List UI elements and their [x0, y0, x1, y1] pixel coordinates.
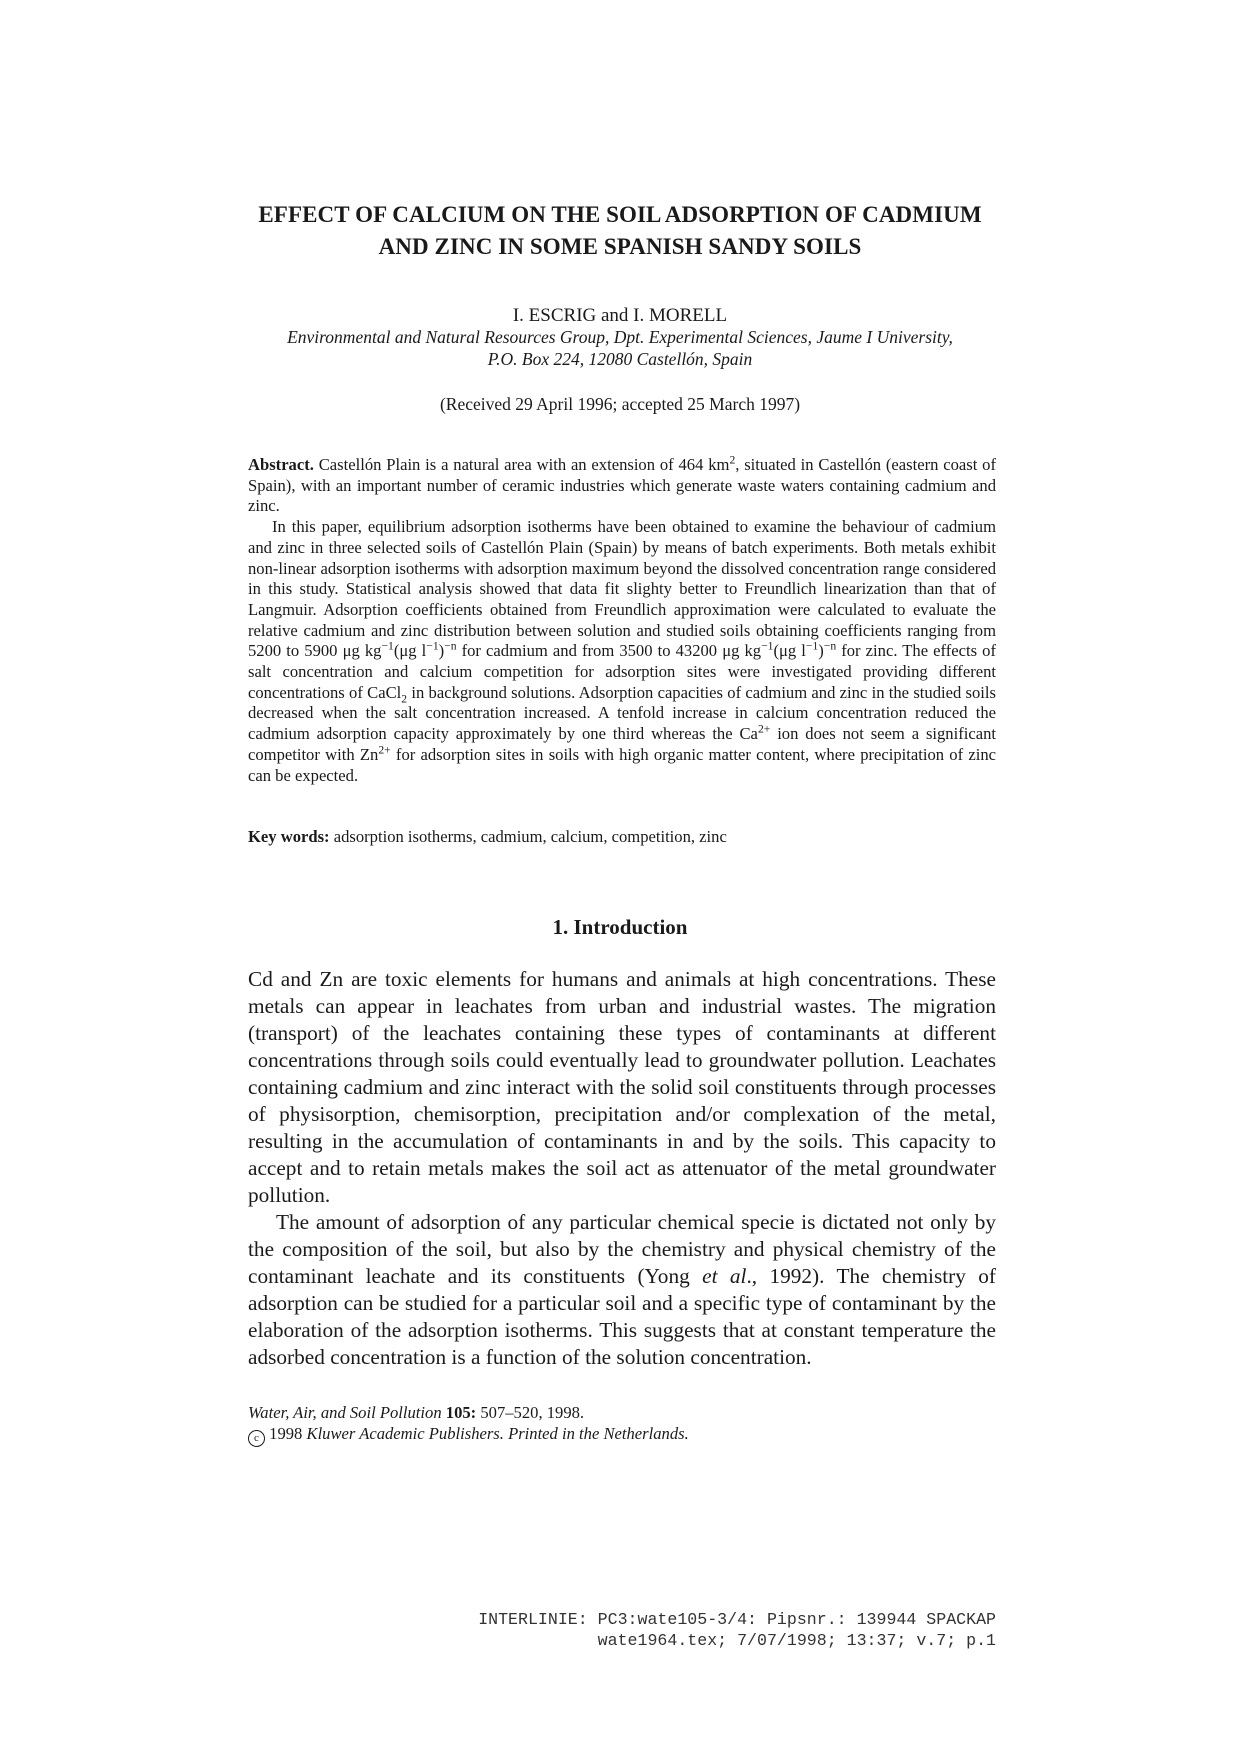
- superscript: 2+: [757, 722, 771, 736]
- copyright-line: [248, 1423, 996, 1447]
- copyright-year: 1998: [269, 1424, 303, 1443]
- keywords-label: Key words:: [248, 827, 330, 846]
- body-paragraph-2: [248, 1209, 996, 1371]
- section-heading: 1. Introduction: [552, 915, 688, 939]
- abstract-paragraph-2: [248, 517, 996, 786]
- abstract-text: in background solutions. Adsorption capacities of cadmium and zinc in the studied soils decreased when the salt concentration increased. A tenfold increase in calcium concentration reduced the cadmium adsorption capacity approximately by one third whereas the Ca: [248, 682, 996, 744]
- journal-volume: 105:: [445, 1403, 477, 1422]
- abstract-text: for zinc. The effects of salt concentration and calcium competition for adsorption sites were investigated providing different concentrations of CaCl: [248, 641, 997, 702]
- keywords: [248, 826, 996, 847]
- journal-citation: [248, 1402, 996, 1423]
- abstract-text: ): [438, 641, 445, 661]
- paper-title: [200, 199, 1040, 263]
- abstract-text: ion does not seem a significant competitor with Zn: [248, 724, 996, 764]
- journal-info: [248, 1402, 996, 1447]
- superscript: 2+: [378, 743, 391, 757]
- abstract: [248, 455, 996, 786]
- affiliation-line-1: Environmental and Natural Resources Group, Dpt. Experimental Sciences, Jaume I University,: [287, 327, 953, 347]
- superscript: −1: [426, 639, 439, 653]
- superscript: −1: [381, 639, 394, 653]
- abstract-text: (μg l: [773, 641, 806, 661]
- abstract-text: Castellón Plain is a natural area with an extension of 464 km: [318, 455, 730, 474]
- body-text: ., 1992). The chemistry of adsorption can be studied for a particular soil and a specific type of contaminant by the elaboration of the adsorption isotherms. This suggests that at constant temperature the adsorbed concentration is a function of the solution concentration.: [248, 1264, 997, 1369]
- superscript: −1: [761, 639, 774, 653]
- footer-line-1: INTERLINIE: PC3:wate105-3/4: Pipsnr.: 139944 SPACKAP: [478, 1610, 996, 1629]
- superscript: −1: [805, 639, 819, 653]
- abstract-text: ): [818, 641, 824, 661]
- title-line-1: EFFECT OF CALCIUM ON THE SOIL ADSORPTION OF CADMIUM: [258, 202, 982, 227]
- body-text: The amount of adsorption of any particular chemical specie is dictated not only by the composition of the soil, but also by the chemistry and physical chemistry of the contaminant leachate and its constituents (Yong: [248, 1210, 996, 1288]
- title-line-2: AND ZINC IN SOME SPANISH SANDY SOILS: [378, 234, 862, 259]
- affiliation: [200, 326, 1040, 370]
- authors: I. ESCRIG and I. MORELL: [512, 305, 728, 326]
- abstract-text: for adsorption sites in soils with high organic matter content, where precipitation of zinc can be expected.: [248, 744, 996, 785]
- abstract-text: In this paper, equilibrium adsorption isotherms have been obtained to examine the behaviour of cadmium and zinc in three selected soils of Castellón Plain (Spain) by means of batch experiments. Both metals exhibit non-linear adsorption isotherms with adsorption maximum beyond the dissolved concentration range considered in this study. Statistical analysis showed that data fit slighty better to Freundlich linearization than that of Langmuir. Adsorption coefficients obtained from Freundlich approximation were calculated to evaluate the relative cadmium and zinc distribution between solution and studied soils obtaining coefficients ranging from 5200 to 5900 μg kg: [248, 517, 996, 661]
- abstract-text: , situated in Castellón (eastern coast of Spain), with an important number of ceramic industries which generate waste waters containing cadmium and zinc.: [248, 455, 996, 516]
- superscript: −n: [444, 639, 457, 653]
- introduction-body: [248, 966, 996, 1371]
- abstract-paragraph-1: [248, 455, 996, 517]
- citation-et-al: et al: [702, 1264, 747, 1288]
- copyright-icon: c: [248, 1430, 265, 1447]
- subscript: 2: [401, 692, 408, 706]
- footer-line-2: wate1964.tex; 7/07/1998; 13:37; v.7; p.1: [597, 1631, 996, 1650]
- received-dates: (Received 29 April 1996; accepted 25 March 1997): [439, 394, 801, 414]
- superscript: 2: [729, 453, 736, 467]
- superscript: −n: [823, 639, 837, 653]
- abstract-text: for cadmium and from 3500 to 43200 μg kg: [456, 641, 762, 661]
- keywords-text: adsorption isotherms, cadmium, calcium, competition, zinc: [333, 827, 727, 846]
- affiliation-line-2: P.O. Box 224, 12080 Castellón, Spain: [487, 349, 753, 369]
- abstract-text: (μg l: [393, 641, 427, 661]
- typesetting-footer: [380, 1609, 996, 1651]
- body-paragraph-1: Cd and Zn are toxic elements for humans and animals at high concentrations. These metals can appear in leachates from urban and industrial wastes. The migration (transport) of the leachates containing these types of contaminants at different concentrations through soils could eventually lead to groundwater pollution. Leachates containing cadmium and zinc interact with the solid soil constituents through processes of physisorption, chemisorption, precipitation and/or complexation of the metal, resulting in the accumulation of contaminants in and by the soils. This capacity to accept and to retain metals makes the soil act as attenuator of the metal groundwater pollution.: [248, 967, 996, 1207]
- journal-name: Water, Air, and Soil Pollution: [248, 1403, 442, 1422]
- journal-pages: 507–520, 1998.: [480, 1403, 585, 1422]
- publisher: Kluwer Academic Publishers. Printed in the Netherlands.: [306, 1424, 689, 1443]
- abstract-label: Abstract.: [248, 455, 314, 474]
